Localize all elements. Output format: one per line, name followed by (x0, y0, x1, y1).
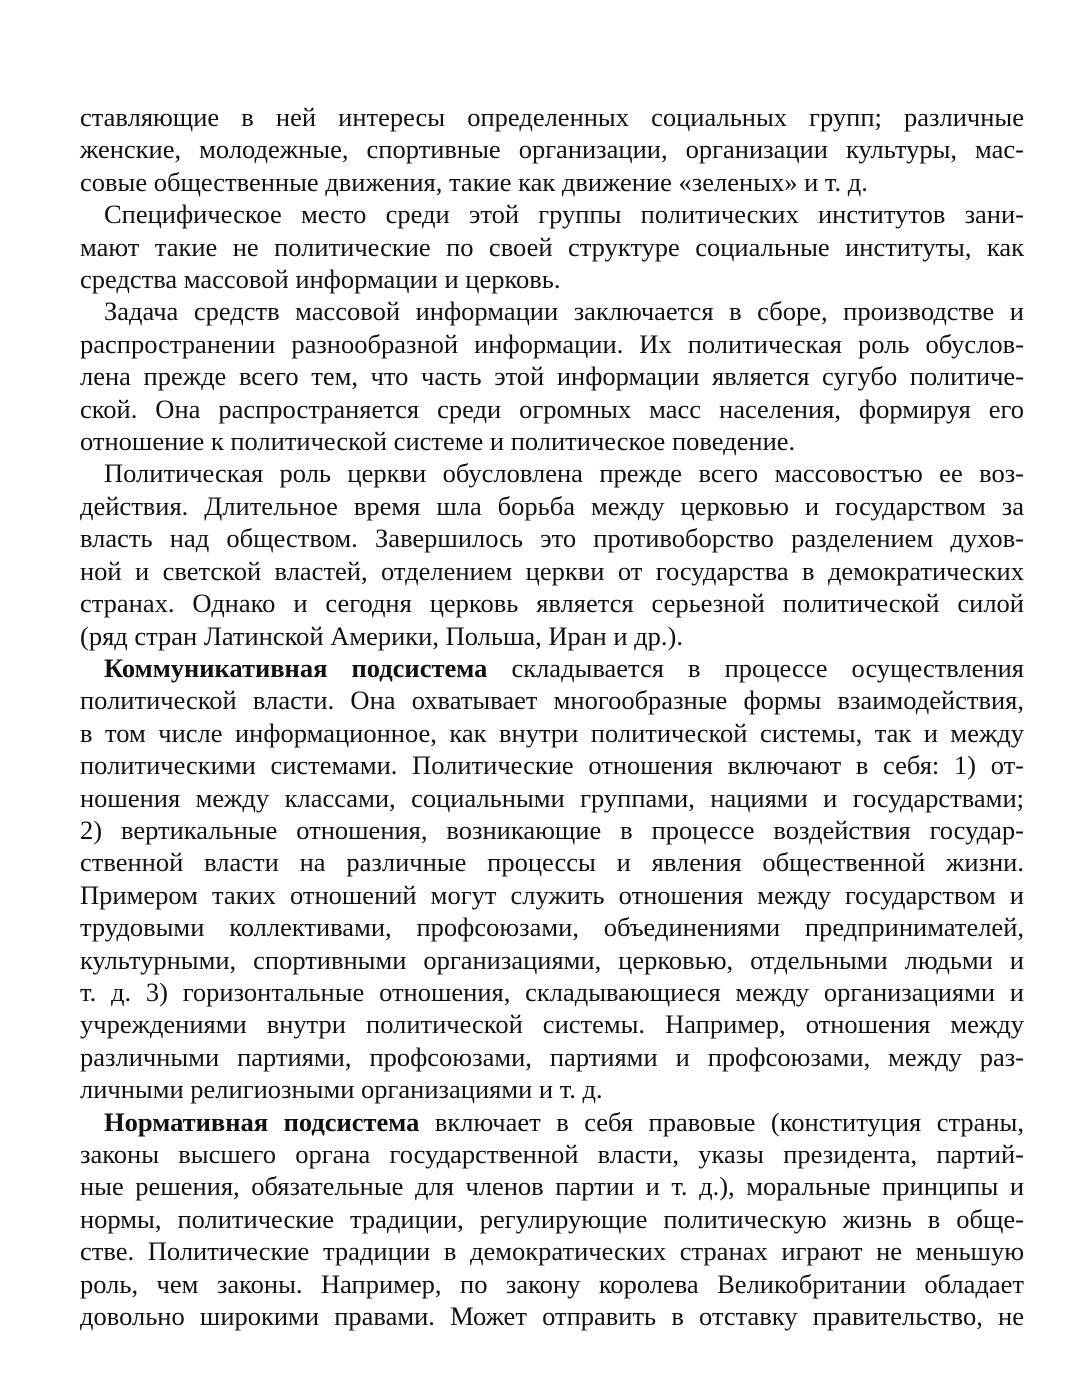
text-line: в том числе информационное, как внутри политической системы, так и между (80, 717, 1024, 748)
text-line: личными религиозными организациями и т. д. (80, 1074, 603, 1105)
paragraph-normative-subsystem (80, 1106, 1024, 1333)
text-line: учреждениями внутри политической системы. Например, отношения между (80, 1009, 1024, 1040)
text-line: политическими системами. Политические отношения включают в себя: 1) от- (80, 750, 1024, 781)
text-line: лена прежде всего тем, что часть этой информации является сугубо политиче- (80, 361, 1024, 392)
text-line (80, 652, 1024, 684)
document-page (80, 101, 1024, 1332)
text-line: Политическая роль церкви обусловлена прежде всего массовостъю ее воз- (104, 458, 1024, 489)
text-line (80, 1106, 1024, 1138)
text-line: политической власти. Она охватывает многообразные формы взаимодействия, (80, 685, 1024, 716)
term-heading: Нормативная подсистема (104, 1106, 420, 1137)
text-run: складывается в процессе осуществления (487, 652, 1025, 683)
paragraph-1 (80, 101, 1024, 198)
paragraph-2 (80, 198, 1024, 295)
text-line: трудовыми коллективами, профсоюзами, объединениями предпринимателей, (80, 912, 1024, 943)
text-line: Примером таких отношений могут служить отношения между государством и (80, 879, 1024, 910)
text-line: отношение к политической системе и политическое поведение. (80, 426, 796, 457)
text-line: ской. Она распространяется среди огромных масс населения, формируя его (80, 393, 1024, 424)
paragraph-4 (80, 457, 1024, 651)
text-line: совые общественные движения, такие как движение «зеленых» и т. д. (80, 166, 868, 197)
text-line: нормы, политические традиции, регулирующие политическую жизнь в обще- (80, 1203, 1024, 1234)
text-line: Специфическое место среди этой группы политических институтов зани- (104, 199, 1024, 230)
text-line: 2) вертикальные отношения, возникающие в процессе воздействия государ- (80, 814, 1024, 845)
paragraph-communicative-subsystem (80, 652, 1024, 1106)
text-line: ставляющие в ней интересы определенных социальных групп; различные (80, 102, 1024, 132)
text-line: законы высшего органа государственной власти, указы президента, партий- (80, 1139, 1024, 1169)
text-run: включает в себя правовые (конституция страны, (419, 1106, 1024, 1137)
text-line: ственной власти на различные процессы и явления общественной жизни. (80, 847, 1024, 878)
text-line: роль, чем законы. Например, по закону королева Великобритании обладает (80, 1268, 1024, 1299)
text-line: культурными, спортивными организациями, церковью, отдельными людьми и (80, 944, 1024, 975)
text-line: ной и светской властей, отделением церкви от государства в демократических (80, 555, 1024, 586)
text-line: женские, молодежные, спортивные организации, организации культуры, мас- (80, 134, 1024, 165)
text-line: различными партиями, профсоюзами, партиями и профсоюзами, между раз- (80, 1041, 1024, 1072)
text-line: т. д. 3) горизонтальные отношения, складывающиеся между организациями и (80, 976, 1024, 1007)
text-line: ные решения, обязательные для членов партии и т. д.), моральные принципы и (80, 1171, 1024, 1202)
text-line: ношения между классами, социальными группами, нациями и государствами; (80, 782, 1024, 813)
text-line: странах. Однако и сегодня церковь является серьезной политической силой (80, 588, 1024, 619)
text-line: стве. Политические традиции в демократических странах играют не меньшую (80, 1236, 1024, 1267)
text-line: (ряд стран Латинской Америки, Польша, Иран и др.). (80, 620, 683, 651)
text-line: довольно широкими правами. Может отправить в отставку правительство, не (80, 1301, 1024, 1332)
text-line: действия. Длительное время шла борьба между церковью и государством за (80, 490, 1024, 521)
text-line: мают такие не политические по своей структуре социальные институты, как (80, 231, 1024, 262)
text-line: распространении разнообразной информации. Их политическая роль обуслов- (80, 328, 1024, 359)
paragraph-3 (80, 295, 1024, 457)
text-line: власть над обществом. Завершилось это противоборство разделением духов- (80, 523, 1024, 554)
term-heading: Коммуникативная подсистема (104, 652, 488, 683)
text-line: Задача средств массовой информации заключается в сборе, производстве и (104, 296, 1024, 327)
text-line: средства массовой информации и церковь. (80, 264, 561, 295)
